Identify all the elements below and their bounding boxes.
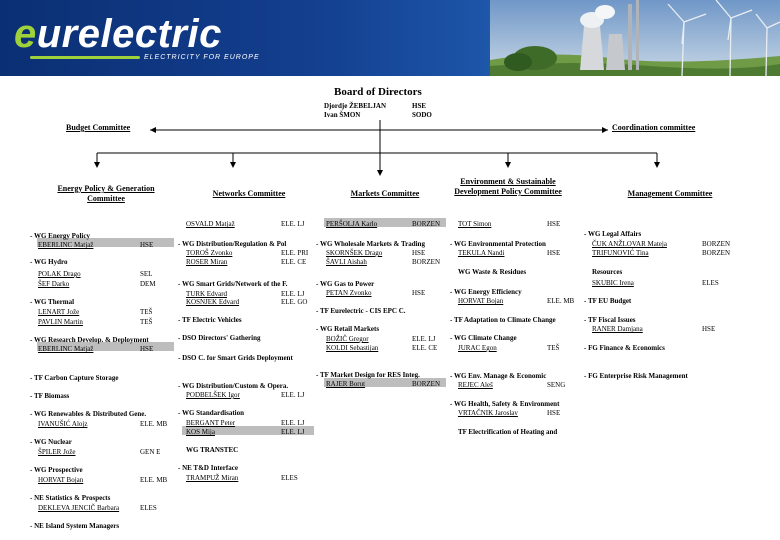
member-name: TEKULA Nandi [458,249,505,257]
member-company: ELE. CE [412,344,438,352]
working-group-label: - NE Statistics & Prospects [30,494,111,502]
networks-committee-title: Networks Committee [212,189,286,198]
member-company: BORZEN [702,249,730,257]
member-name: HORVAT Bojan [458,297,504,305]
member-company: HSE [140,241,154,249]
member-name: TOROŠ Zvonko [186,249,233,257]
member-company: HSE [547,249,561,257]
member-name: PODBELŠEK Igor [186,391,240,399]
member-company: ELE. LJ [281,428,305,436]
member-company: TEŠ [140,318,153,326]
board-member-company: SODO [412,111,432,119]
member-name: HORVAT Bojan [38,476,84,484]
working-group-label: - DSO Directors' Gathering [178,334,261,342]
working-group-label: - TF Fiscal Issues [584,316,636,324]
member-name: KOLDI Sebastijan [326,344,379,352]
working-group-label: WG Waste & Residues [458,268,527,276]
member-company: ELE. GO [281,298,308,306]
working-group-label: - TF Adaptation to Climate Change [450,316,556,324]
member-company: ELE. LJ [281,220,305,228]
working-group-label: - WG Thermal [30,298,75,306]
member-name: ROSER Miran [186,258,228,266]
working-group-label: - NE Island System Managers [30,522,120,530]
member-company: ELE. CE [281,258,307,266]
working-group-label: - TF Carbon Capture Storage [30,374,119,382]
member-company: BORZEN [412,220,440,228]
working-group-label: - WG Wholesale Markets & Trading [316,240,425,248]
member-name: PETAN Zvonko [326,289,372,297]
member-company: ELE. MB [547,297,575,305]
working-group-label: - WG Renewables & Distributed Gene. [30,410,147,418]
working-group-label: Resources [592,268,623,276]
working-group-label: - TF Eurelectric - CIS EPC C. [316,307,406,315]
member-company: HSE [547,409,561,417]
member-name: PERŠOLJA Karlo [326,220,378,228]
member-company: ELES [140,504,157,512]
member-name: LENART Jože [38,308,80,316]
working-group-label: - WG Env. Manage & Economic [450,372,547,380]
member-name: ŠEF Darko [38,280,70,288]
member-name: JURAC Egon [458,344,497,352]
budget-committee-title: Budget Committee [66,123,131,132]
member-name: EBERLINC Matjaž [38,241,94,249]
member-name: ŠPILER Jože [38,448,76,456]
member-company: HSE [412,289,426,297]
member-name: PAVLIN Martin [38,318,83,326]
markets-committee-title: Markets Committee [350,189,420,198]
member-company: ELES [702,279,719,287]
member-company: ELE. PRI [281,249,309,257]
working-group-label: - WG Hydro [30,258,68,266]
working-group-label: - WG Health, Safety & Environment [450,400,560,408]
member-company: HSE [140,345,154,353]
working-group-label: - WG Research Develop. & Deployment [30,336,149,344]
member-company: ELE. MB [140,420,168,428]
member-company: BORZEN [412,380,440,388]
environment-committee-title: Environment & Sustainable Development Policy Committee [454,177,562,196]
board-member-company: HSE [412,102,427,110]
working-group-label: - TF EU Budget [584,297,632,305]
eurelectric-logo: eurelectric [14,12,222,56]
member-name: RANER Damjana [592,325,643,333]
working-group-label: - WG Smart Grids/Network of the F. [178,280,288,288]
board-member-name: Ivan ŠMON [324,111,361,119]
working-group-label: - WG Environmental Protection [450,240,546,248]
member-name: ŠAVLI Aishah [326,258,367,266]
working-group-label: TF Electrification of Heating and [458,428,558,436]
working-group-label: WG TRANSTEC [186,446,239,454]
member-name: TURK Edvard [186,290,228,298]
working-group-label: - TF Market Design for RES Integ. [316,371,420,379]
member-company: ELE. LJ [281,419,305,427]
coordination-committee-title: Coordination committee [612,123,696,132]
member-name: IVANUŠIĆ Alojz [38,420,88,428]
member-company: TEŠ [140,308,153,316]
member-company: ELES [281,474,298,482]
board-title: Board of Directors [334,86,422,98]
working-group-label: - WG Distribution/Regulation & Pol [178,240,287,248]
member-company: ELE. LJ [412,335,436,343]
working-group-label: - WG Nuclear [30,438,72,446]
working-group-label: - FG Enterprise Risk Management [584,372,688,380]
working-group-label: - FG Finance & Economics [584,344,665,352]
member-name: SKUBIC Irena [592,279,634,287]
working-group-label: - WG Retail Markets [316,325,380,333]
member-name: KOSNJEK Edvard [186,298,240,306]
member-name: BOŽIČ Gregor [326,335,369,343]
working-group-label: - WG Energy Efficiency [450,288,522,296]
working-group-label: - WG Standardisation [178,409,244,417]
member-company: DEM [140,280,156,288]
member-name: POLAK Drago [38,270,81,278]
member-name: OSVALD Matjaž [186,220,235,228]
working-group-label: - WG Distribution/Custom & Opera. [178,382,289,390]
working-group-label: - WG Climate Change [450,334,517,342]
member-company: HSE [702,325,716,333]
logo-tagline: ELECTRICITY FOR EUROPE [144,54,260,61]
member-company: ELE. LJ [281,290,305,298]
member-name: BERGANT Peter [186,419,236,427]
member-name: EBERLINC Matjaž [38,345,94,353]
member-company: SENG [547,381,566,389]
member-company: TEŠ [547,344,560,352]
member-company: BORZEN [702,240,730,248]
member-name: REJEC Aleš [458,381,493,389]
working-group-label: - TF Biomass [30,392,70,400]
working-group-label: - TF Electric Vehicles [178,316,242,324]
member-name: VRTAČNIK Jaroslav [458,409,518,417]
member-name: ČUK ANŽLOVAR Mateja [592,240,667,248]
member-name: KOS Mija [186,428,215,436]
member-name: RAJER Borut [326,380,366,388]
member-company: ELE. MB [140,476,168,484]
management-committee-title: Management Committee [627,189,713,198]
member-company: BORZEN [412,258,440,266]
member-name: DEKLEVA JENCIČ Barbara [38,504,120,512]
energy-committee-title: Energy Policy & Generation Committee [57,184,155,203]
board-member-name: Djordje ŽEBELJAN [324,102,387,110]
member-name: SKORNŠEK Drago [326,249,383,257]
working-group-label: - WG Energy Policy [30,232,90,240]
member-company: GEN E [140,448,161,456]
working-group-label: - NE T&D Interface [178,464,238,472]
working-group-label: - WG Gas to Power [316,280,375,288]
member-company: HSE [547,220,561,228]
member-company: ELE. LJ [281,391,305,399]
member-company: HSE [412,249,426,257]
working-group-label: - WG Legal Affairs [584,230,642,238]
working-group-label: - WG Prospective [30,466,83,474]
member-name: TRAMPUŽ Miran [186,474,239,482]
member-name: TOT Simon [458,220,492,228]
working-group-label: - DSO C. for Smart Grids Deployment [178,354,293,362]
member-company: SEL [140,270,153,278]
member-name: TRIFUNOVIĆ Tina [592,249,649,257]
